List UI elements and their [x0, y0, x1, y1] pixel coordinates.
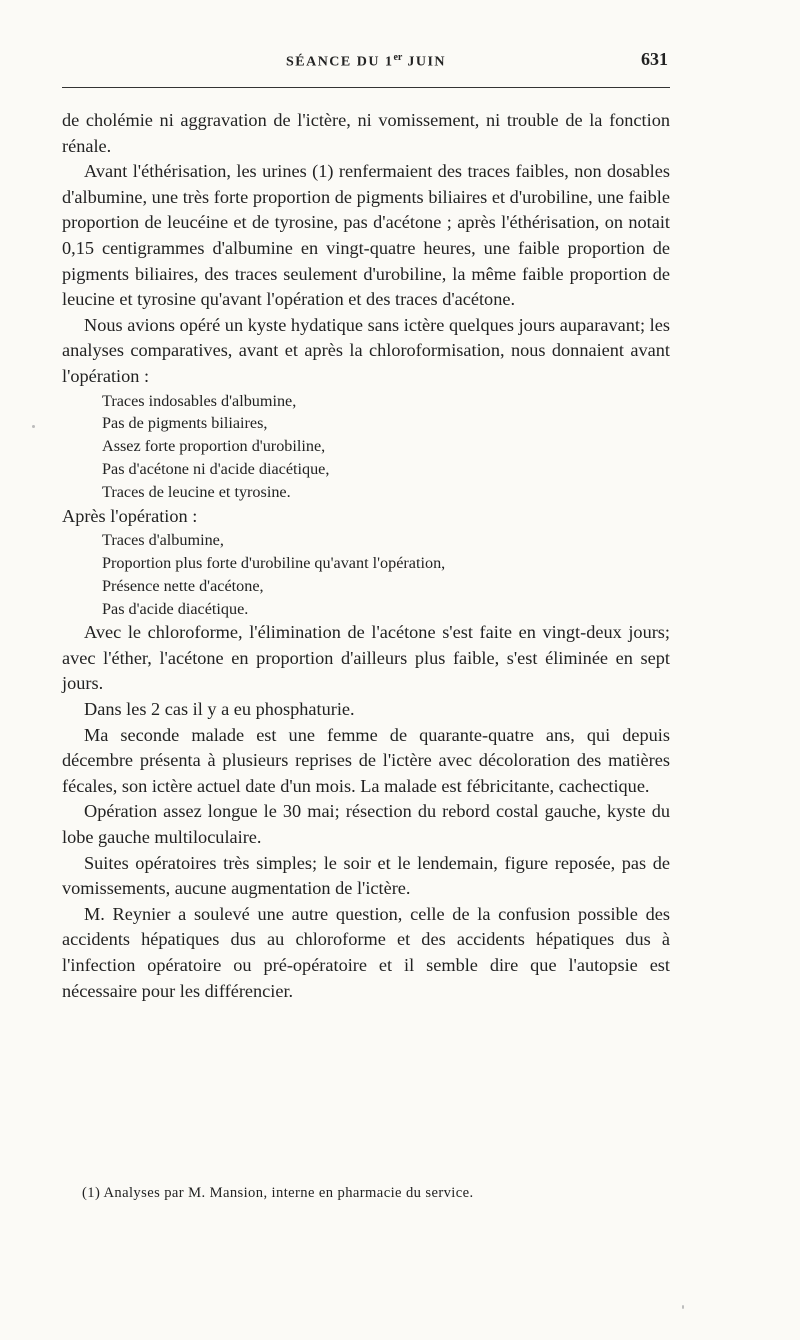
- paragraph-phosphaturie: Dans les 2 cas il y a eu phosphaturie.: [84, 699, 355, 720]
- list-item: Traces d'albumine,: [102, 531, 224, 550]
- running-head: [62, 52, 670, 71]
- paragraph-operation: Opération assez longue le 30 mai; résection du rebord costal gauche, kyste du lobe gauche multiloculaire.: [62, 801, 670, 848]
- list-item: Pas d'acide diacétique.: [102, 599, 249, 618]
- paragraph-etherisation: Avant l'éthérisation, les urines (1) renfermaient des traces faibles, non dosables d'albumine, une très forte proportion de pigments biliaires et d'urobiline, une faible proportion de leucéine et de tyrosine, pas d'acétone ; après l'éthérisation, on notait 0,15 centigrammes d'albumine en vingt-quatre heures, une faible proportion de pigments biliaires, des traces seulement d'urobiline, la même faible proportion de leucine et tyrosine qu'avant l'opération et des traces d'acétone.: [62, 161, 670, 310]
- paragraph-apres-operation: Après l'opération :: [62, 505, 198, 526]
- list-item: Traces de leucine et tyrosine.: [102, 482, 291, 501]
- list-item: Présence nette d'acétone,: [102, 576, 264, 595]
- paragraph-seconde-malade: Ma seconde malade est une femme de quarante-quatre ans, qui depuis décembre présenta à plusieurs reprises de l'ictère avec décoloration des matières fécales, son ictère actuel date d'un mois. La malade est fébricitante, cachectique.: [62, 724, 670, 796]
- paragraph-continued: de cholémie ni aggravation de l'ictère, ni vomissement, ni trouble de la fonction rénale.: [62, 110, 670, 156]
- header-rule: [62, 87, 670, 88]
- list-item: Assez forte proportion d'urobiline,: [102, 437, 326, 456]
- footnote: (1) Analyses par M. Mansion, interne en pharmacie du service.: [82, 1185, 474, 1201]
- book-page: [62, 0, 670, 1340]
- list-item: Proportion plus forte d'urobiline qu'avant l'opération,: [102, 553, 446, 572]
- paper-speck: [32, 425, 35, 428]
- list-item: Pas de pigments biliaires,: [102, 414, 268, 433]
- running-head-end: JUIN: [402, 54, 447, 70]
- list-after-operation: [62, 529, 670, 620]
- running-head-superscript: er: [393, 52, 403, 63]
- running-head-start: SÉANCE DU 1: [285, 54, 394, 70]
- list-before-operation: [62, 390, 670, 504]
- list-item: Pas d'acétone ni d'acide diacétique,: [102, 459, 330, 478]
- paper-speck: [682, 1305, 684, 1309]
- paragraph-kyste-hydatique: Nous avions opéré un kyste hydatique sans ictère quelques jours auparavant; les analyses comparatives, avant et après la chloroformisation, nous donnaient avant l'opération :: [62, 314, 670, 386]
- paragraph-suites-operatoires: Suites opératoires très simples; le soir et le lendemain, figure reposée, pas de vomissements, aucune augmentation de l'ictère.: [62, 852, 670, 899]
- page-header: [62, 48, 670, 78]
- list-item: Traces indosables d'albumine,: [102, 391, 297, 410]
- paragraph-reynier: M. Reynier a soulevé une autre question, celle de la confusion possible des accidents hépatiques dus au chloroforme et des accidents hépatiques dus à l'infection opératoire ou pré-opératoire et il semble dire que l'autopsie est nécessaire pour les différencier.: [62, 903, 670, 1001]
- paragraph-chloroforme: Avec le chloroforme, l'élimination de l'acétone s'est faite en vingt-deux jours; avec l'éther, l'acétone en proportion d'ailleurs plus faible, s'est éliminée en sept jours.: [62, 622, 670, 694]
- page-number: 631: [641, 49, 668, 69]
- body-text: [62, 108, 670, 1004]
